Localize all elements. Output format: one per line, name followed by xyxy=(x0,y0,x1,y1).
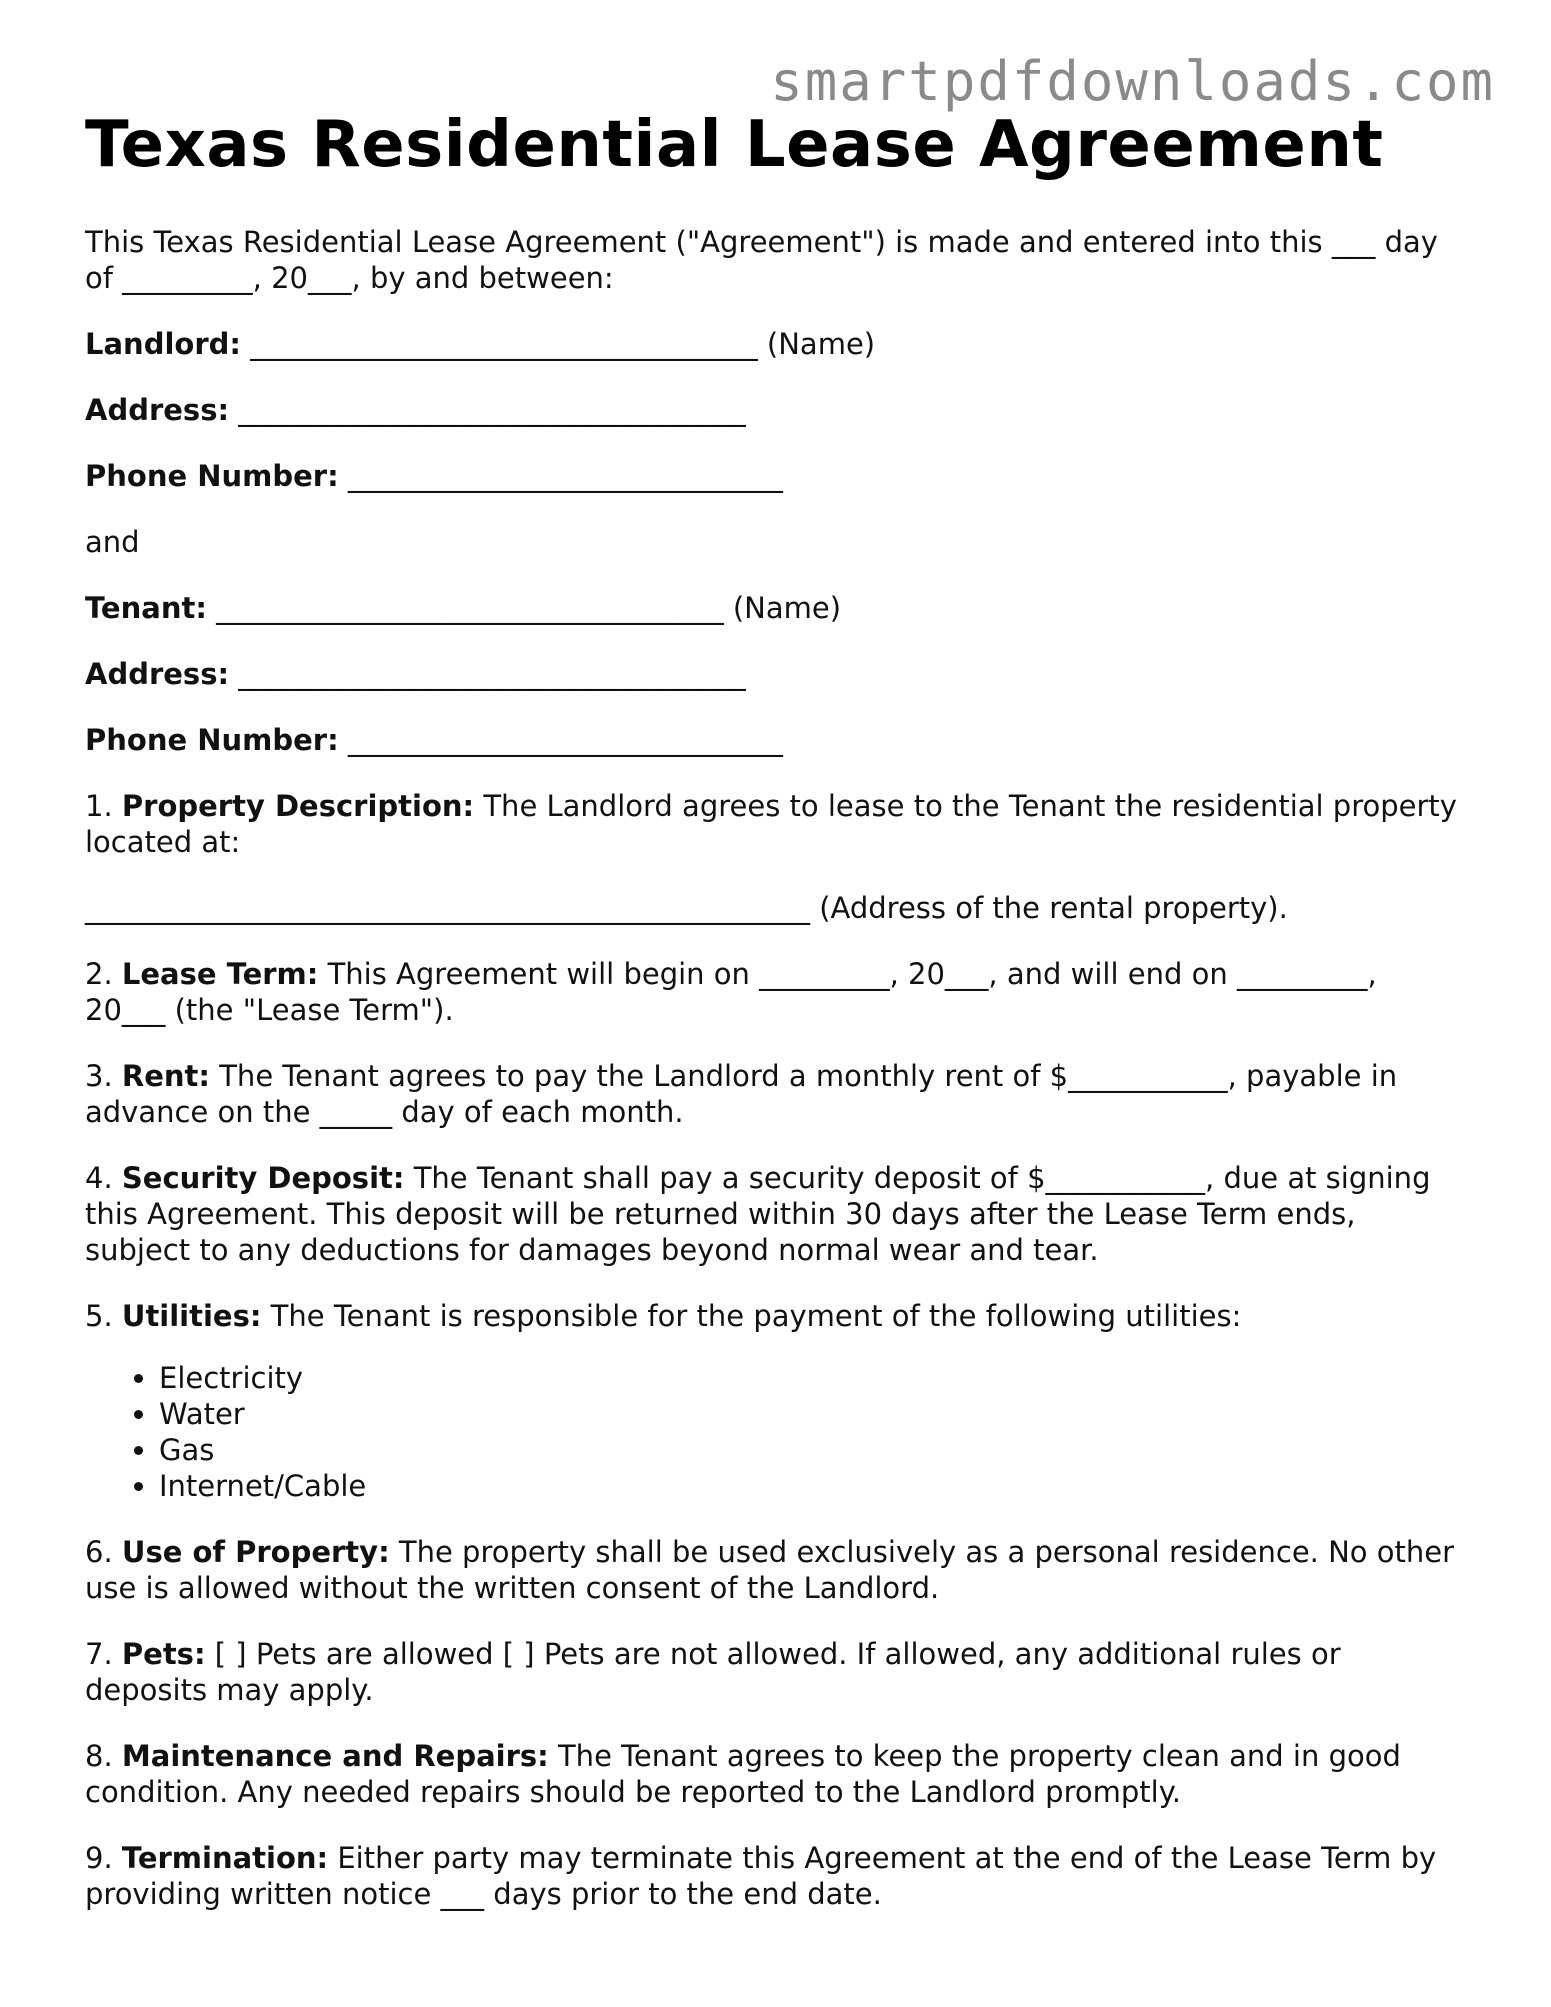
section-heading: Property Description: xyxy=(121,789,475,823)
landlord-name-line xyxy=(85,326,1465,362)
landlord-phone-label: Phone Number: xyxy=(85,459,339,493)
section-text: The Tenant agrees to keep the property clean and in good condition. Any needed repairs should be reported to the Landlord promptly. xyxy=(85,1739,1401,1809)
section-utilities xyxy=(85,1298,1465,1334)
section-heading: Termination: xyxy=(121,1841,329,1875)
section-heading: Maintenance and Repairs: xyxy=(121,1739,549,1773)
section-number: 3. xyxy=(85,1059,122,1093)
property-address-line: __________________________________________________ (Address of the rental property). xyxy=(85,891,1288,925)
tenant-name-blank: ___________________________________ (Name) xyxy=(206,591,842,625)
section-number: 9. xyxy=(85,1841,122,1875)
section-number: 1. xyxy=(85,789,122,823)
section-number: 4. xyxy=(85,1161,122,1195)
tenant-phone-blank: ______________________________ xyxy=(338,723,783,757)
section-text: The Landlord agrees to lease to the Tenant the residential property located at: xyxy=(85,789,1457,859)
section-heading: Lease Term: xyxy=(121,957,319,991)
section-use-of-property xyxy=(85,1534,1465,1606)
section-number: 2. xyxy=(85,957,122,991)
tenant-name-label: Tenant: xyxy=(85,591,207,625)
landlord-address-blank: ___________________________________ xyxy=(229,393,746,427)
section-termination xyxy=(85,1840,1465,1912)
tenant-phone-line xyxy=(85,722,1465,758)
section-text: The property shall be used exclusively as a personal residence. No other use is allowed without the written consent of the Landlord. xyxy=(85,1535,1455,1605)
section-heading: Rent: xyxy=(121,1059,210,1093)
section-text: The Tenant agrees to pay the Landlord a monthly rent of $___________, payable in advance on the _____ day of each month. xyxy=(85,1059,1398,1129)
landlord-name-label: Landlord: xyxy=(85,327,241,361)
tenant-address-blank: ___________________________________ xyxy=(229,657,746,691)
section-text: Either party may terminate this Agreement at the end of the Lease Term by providing written notice ___ days prior to the end date. xyxy=(85,1841,1437,1911)
tenant-name-line xyxy=(85,590,1465,626)
section-security-deposit xyxy=(85,1160,1465,1268)
tenant-address-line xyxy=(85,656,1465,692)
intro-paragraph: This Texas Residential Lease Agreement ("Agreement") is made and entered into this ___ day of _________, 20___, by and between: xyxy=(85,225,1438,295)
tenant-phone-label: Phone Number: xyxy=(85,723,339,757)
list-item: • Internet/Cable xyxy=(159,1468,1465,1504)
list-item: • Electricity xyxy=(159,1360,1465,1396)
section-property-description xyxy=(85,788,1465,860)
section-number: 7. xyxy=(85,1637,122,1671)
list-item: • Water xyxy=(159,1396,1465,1432)
tenant-address-label: Address: xyxy=(85,657,230,691)
landlord-phone-line xyxy=(85,458,1465,494)
section-pets xyxy=(85,1636,1465,1708)
utilities-list xyxy=(85,1360,1465,1504)
section-text: The Tenant is responsible for the payment of the following utilities: xyxy=(261,1299,1242,1333)
section-number: 8. xyxy=(85,1739,122,1773)
section-heading: Utilities: xyxy=(121,1299,262,1333)
and-text: and xyxy=(85,525,140,559)
section-heading: Pets: xyxy=(121,1637,206,1671)
watermark: smartpdfdownloads.com xyxy=(770,50,1495,113)
section-text: This Agreement will begin on _________, 20___, and will end on _________, 20___ (the "Lease Term"). xyxy=(85,957,1377,1027)
section-number: 5. xyxy=(85,1299,122,1333)
section-heading: Use of Property: xyxy=(121,1535,390,1569)
document-title: Texas Residential Lease Agreement xyxy=(85,108,1384,182)
list-item: • Gas xyxy=(159,1432,1465,1468)
landlord-address-line xyxy=(85,392,1465,428)
section-text: The Tenant shall pay a security deposit of $___________, due at signing this Agreement. This deposit will be returned within 30 days after the Lease Term ends, subject to any deductions for damages beyond normal wear and tear. xyxy=(85,1161,1431,1267)
section-lease-term xyxy=(85,956,1465,1028)
section-text: [ ] Pets are allowed [ ] Pets are not allowed. If allowed, any additional rules or deposits may apply. xyxy=(85,1637,1341,1707)
landlord-name-blank: ___________________________________ (Name) xyxy=(240,327,876,361)
document-page xyxy=(85,108,1465,1942)
section-maintenance xyxy=(85,1738,1465,1810)
section-number: 6. xyxy=(85,1535,122,1569)
landlord-address-label: Address: xyxy=(85,393,230,427)
section-rent xyxy=(85,1058,1465,1130)
section-heading: Security Deposit: xyxy=(121,1161,405,1195)
landlord-phone-blank: ______________________________ xyxy=(338,459,783,493)
